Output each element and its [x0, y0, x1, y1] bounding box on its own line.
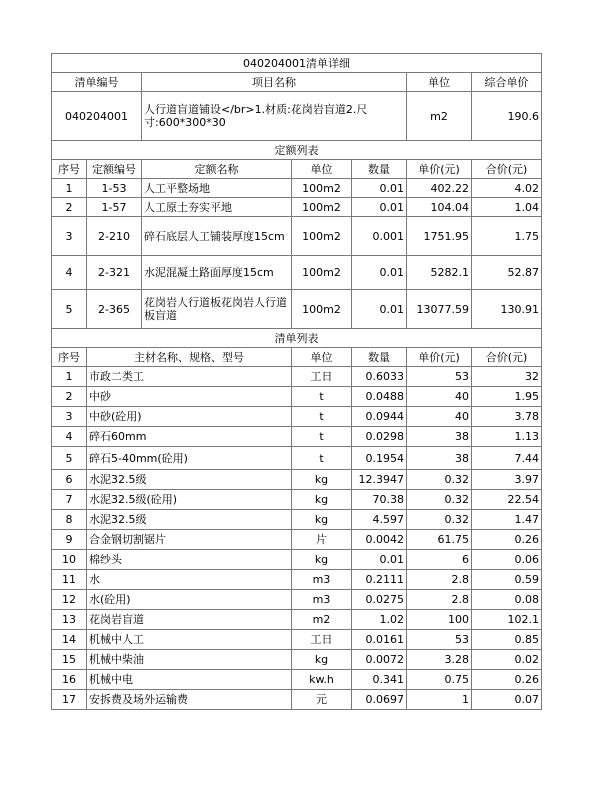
material-row: [52, 407, 542, 427]
material-no: 2: [52, 387, 87, 407]
header-price: 综合单价: [472, 73, 542, 92]
material-unit: 片: [292, 530, 352, 550]
material-col-header: 单位: [292, 348, 352, 367]
material-no: 5: [52, 447, 87, 470]
material-qty: 0.0275: [352, 590, 407, 610]
quota-header-row: [52, 160, 542, 179]
material-no: 17: [52, 690, 87, 710]
material-name: 机械中柴油: [87, 650, 292, 670]
material-unit: m2: [292, 610, 352, 630]
material-no: 13: [52, 610, 87, 630]
material-name: 安拆费及场外运输费: [87, 690, 292, 710]
material-unit: kg: [292, 470, 352, 490]
quota-total: 130.91: [472, 290, 542, 329]
quota-price: 1751.95: [407, 217, 472, 256]
material-name: 水泥32.5级: [87, 510, 292, 530]
material-no: 3: [52, 407, 87, 427]
quota-name: 水泥混凝土路面厚度15cm: [142, 256, 292, 290]
header-unit: 单位: [407, 73, 472, 92]
quota-section-title: 定额列表: [52, 141, 542, 160]
material-name: 棉纱头: [87, 550, 292, 570]
material-col-header: 序号: [52, 348, 87, 367]
material-qty: 1.02: [352, 610, 407, 630]
quota-name: 碎石底层人工铺装厚度15cm: [142, 217, 292, 256]
material-name: 中砂: [87, 387, 292, 407]
material-total: 0.08: [472, 590, 542, 610]
quota-code: 2-321: [87, 256, 142, 290]
material-total: 7.44: [472, 447, 542, 470]
material-no: 14: [52, 630, 87, 650]
material-name: 花岗岩盲道: [87, 610, 292, 630]
material-unit: 元: [292, 690, 352, 710]
material-unit: m3: [292, 570, 352, 590]
material-row: [52, 530, 542, 550]
quota-row: [52, 198, 542, 217]
material-qty: 4.597: [352, 510, 407, 530]
material-total: 0.06: [472, 550, 542, 570]
item-code: 040204001: [52, 92, 142, 141]
quota-code: 2-365: [87, 290, 142, 329]
quota-total: 52.87: [472, 256, 542, 290]
quota-unit: 100m2: [292, 198, 352, 217]
material-no: 8: [52, 510, 87, 530]
material-qty: 0.0161: [352, 630, 407, 650]
quota-no: 2: [52, 198, 87, 217]
material-total: 0.26: [472, 670, 542, 690]
material-price: 1: [407, 690, 472, 710]
material-name: 机械中人工: [87, 630, 292, 650]
quota-price: 5282.1: [407, 256, 472, 290]
material-row: [52, 550, 542, 570]
material-total: 1.95: [472, 387, 542, 407]
quota-col-header: 单位: [292, 160, 352, 179]
quota-col-header: 单价(元): [407, 160, 472, 179]
material-row: [52, 490, 542, 510]
material-qty: 0.2111: [352, 570, 407, 590]
material-name: 合金钢切割锯片: [87, 530, 292, 550]
material-unit: kg: [292, 510, 352, 530]
material-total: 0.26: [472, 530, 542, 550]
material-price: 38: [407, 447, 472, 470]
material-col-header: 数量: [352, 348, 407, 367]
quota-unit: 100m2: [292, 256, 352, 290]
material-row: [52, 510, 542, 530]
material-price: 40: [407, 387, 472, 407]
material-qty: 0.01: [352, 550, 407, 570]
item-unit: m2: [407, 92, 472, 141]
material-row: [52, 570, 542, 590]
material-price: 0.75: [407, 670, 472, 690]
material-price: 0.32: [407, 470, 472, 490]
material-price: 0.32: [407, 490, 472, 510]
material-section-title: 清单列表: [52, 329, 542, 348]
material-price: 61.75: [407, 530, 472, 550]
material-qty: 0.0697: [352, 690, 407, 710]
material-qty: 70.38: [352, 490, 407, 510]
material-qty: 0.0072: [352, 650, 407, 670]
material-unit: kw.h: [292, 670, 352, 690]
quota-unit: 100m2: [292, 290, 352, 329]
material-row: [52, 367, 542, 387]
material-name: 水: [87, 570, 292, 590]
quota-qty: 0.01: [352, 198, 407, 217]
material-total: 0.07: [472, 690, 542, 710]
quota-name: 人工原土夯实平地: [142, 198, 292, 217]
quota-name: 花岗岩人行道板花岗岩人行道板盲道: [142, 290, 292, 329]
material-no: 10: [52, 550, 87, 570]
material-no: 11: [52, 570, 87, 590]
material-total: 1.13: [472, 427, 542, 447]
material-row: [52, 670, 542, 690]
quota-qty: 0.01: [352, 290, 407, 329]
material-unit: t: [292, 407, 352, 427]
material-unit: kg: [292, 550, 352, 570]
material-total: 3.97: [472, 470, 542, 490]
material-name: 碎石5-40mm(砼用): [87, 447, 292, 470]
material-unit: kg: [292, 490, 352, 510]
quota-price: 13077.59: [407, 290, 472, 329]
material-unit: 工日: [292, 367, 352, 387]
material-col-header: 主材名称、规格、型号: [87, 348, 292, 367]
quota-price: 104.04: [407, 198, 472, 217]
material-name: 机械中电: [87, 670, 292, 690]
material-qty: 12.3947: [352, 470, 407, 490]
quota-qty: 0.01: [352, 256, 407, 290]
material-name: 市政二类工: [87, 367, 292, 387]
material-price: 40: [407, 407, 472, 427]
material-unit: t: [292, 427, 352, 447]
material-qty: 0.0298: [352, 427, 407, 447]
material-qty: 0.1954: [352, 447, 407, 470]
material-row: [52, 650, 542, 670]
material-qty: 0.0042: [352, 530, 407, 550]
material-unit: t: [292, 387, 352, 407]
quota-col-header: 序号: [52, 160, 87, 179]
header-name: 项目名称: [142, 73, 407, 92]
material-qty: 0.341: [352, 670, 407, 690]
material-total: 3.78: [472, 407, 542, 427]
quota-unit: 100m2: [292, 217, 352, 256]
quota-col-header: 定额编号: [87, 160, 142, 179]
material-total: 22.54: [472, 490, 542, 510]
quota-total: 1.75: [472, 217, 542, 256]
material-name: 水泥32.5级(砼用): [87, 490, 292, 510]
material-name: 中砂(砼用): [87, 407, 292, 427]
material-total: 0.59: [472, 570, 542, 590]
material-row: [52, 690, 542, 710]
material-price: 3.28: [407, 650, 472, 670]
material-no: 12: [52, 590, 87, 610]
quota-col-header: 合价(元): [472, 160, 542, 179]
material-row: [52, 387, 542, 407]
quota-total: 1.04: [472, 198, 542, 217]
material-qty: 0.0488: [352, 387, 407, 407]
material-total: 0.02: [472, 650, 542, 670]
material-col-header: 单价(元): [407, 348, 472, 367]
quota-code: 1-53: [87, 179, 142, 198]
material-price: 2.8: [407, 570, 472, 590]
quota-code: 2-210: [87, 217, 142, 256]
material-row: [52, 447, 542, 470]
material-unit: m3: [292, 590, 352, 610]
material-no: 6: [52, 470, 87, 490]
material-price: 38: [407, 427, 472, 447]
quota-name: 人工平整场地: [142, 179, 292, 198]
material-col-header: 合价(元): [472, 348, 542, 367]
quota-code: 1-57: [87, 198, 142, 217]
material-no: 1: [52, 367, 87, 387]
material-unit: kg: [292, 650, 352, 670]
material-qty: 0.6033: [352, 367, 407, 387]
material-total: 102.1: [472, 610, 542, 630]
material-name: 水泥32.5级: [87, 470, 292, 490]
material-no: 9: [52, 530, 87, 550]
material-unit: t: [292, 447, 352, 470]
quota-row: [52, 256, 542, 290]
material-name: 碎石60mm: [87, 427, 292, 447]
quota-no: 4: [52, 256, 87, 290]
material-row: [52, 630, 542, 650]
material-header-row: [52, 348, 542, 367]
quota-row: [52, 290, 542, 329]
quota-qty: 0.001: [352, 217, 407, 256]
material-price: 6: [407, 550, 472, 570]
material-row: [52, 470, 542, 490]
material-price: 53: [407, 630, 472, 650]
material-name: 水(砼用): [87, 590, 292, 610]
material-row: [52, 427, 542, 447]
quota-unit: 100m2: [292, 179, 352, 198]
material-unit: 工日: [292, 630, 352, 650]
page-title: 040204001清单详细: [52, 54, 542, 73]
material-no: 7: [52, 490, 87, 510]
material-price: 2.8: [407, 590, 472, 610]
material-row: [52, 590, 542, 610]
quota-qty: 0.01: [352, 179, 407, 198]
material-price: 53: [407, 367, 472, 387]
material-no: 4: [52, 427, 87, 447]
quota-price: 402.22: [407, 179, 472, 198]
material-total: 32: [472, 367, 542, 387]
material-total: 0.85: [472, 630, 542, 650]
quota-no: 5: [52, 290, 87, 329]
quota-no: 3: [52, 217, 87, 256]
material-no: 15: [52, 650, 87, 670]
quota-no: 1: [52, 179, 87, 198]
quota-col-header: 定额名称: [142, 160, 292, 179]
material-total: 1.47: [472, 510, 542, 530]
material-no: 16: [52, 670, 87, 690]
material-price: 100: [407, 610, 472, 630]
header-code: 清单编号: [52, 73, 142, 92]
quota-col-header: 数量: [352, 160, 407, 179]
material-qty: 0.0944: [352, 407, 407, 427]
quota-total: 4.02: [472, 179, 542, 198]
bill-detail-table: [51, 53, 542, 710]
material-price: 0.32: [407, 510, 472, 530]
quota-row: [52, 217, 542, 256]
item-price: 190.6: [472, 92, 542, 141]
quota-row: [52, 179, 542, 198]
item-name: 人行道盲道铺设</br>1.材质:花岗岩盲道2.尺寸:600*300*30: [142, 92, 407, 141]
material-row: [52, 610, 542, 630]
